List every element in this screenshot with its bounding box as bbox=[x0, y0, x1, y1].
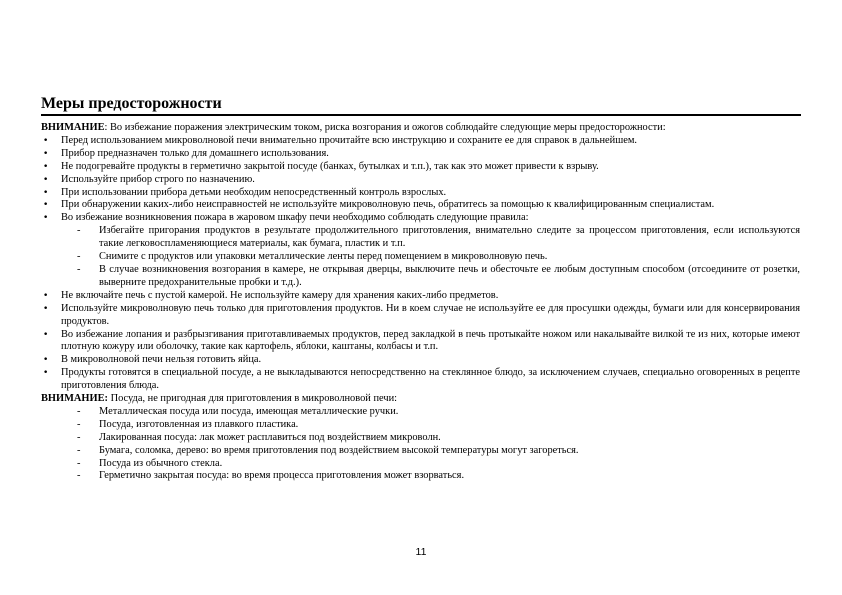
warning-text: : Во избежание поражения электрическим током, риска возгорания и ожогов соблюдайте следующие меры предосторожности: bbox=[104, 122, 666, 133]
sub-list-item: - Металлическая посуда или посуда, имеющая металлические ручки. bbox=[41, 406, 800, 419]
fire-rules-intro: Во избежание возникновения пожара в жаровом шкафу печи необходимо соблюдать следующие правила: bbox=[61, 212, 529, 224]
sub-list-item: - Снимите с продуктов или упаковки металлические ленты перед помещением в микроволновую печь. bbox=[41, 251, 800, 264]
sub-list-item: - Избегайте пригорания продуктов в результате продолжительного приготовления, внимательно следите за процессом приготовления, если используются такие легковоспламеняющиеся материалы, как бумага, пластик и т.п. bbox=[41, 225, 800, 251]
list-item: • Прибор предназначен только для домашнего использования. bbox=[41, 148, 800, 161]
list-item: • Перед использованием микроволновой печи внимательно прочитайте всю инструкцию и сохраните ее для справок в дальнейшем. bbox=[41, 135, 800, 148]
list-item: • В микроволновой печи нельзя готовить яйца. bbox=[41, 354, 800, 367]
fire-rules-list bbox=[41, 225, 800, 290]
list-item: • Не включайте печь с пустой камерой. Не используйте камеру для хранения каких-либо предметов. bbox=[41, 290, 800, 303]
list-item: • При использовании прибора детьми необходим непосредственный контроль взрослых. bbox=[41, 187, 800, 200]
warning-text-2: Посуда, не пригодная для приготовления в микроволновой печи: bbox=[107, 393, 398, 405]
page-title: Меры предосторожности bbox=[41, 94, 801, 116]
sub-list-item: - Бумага, соломка, дерево: во время приготовления под воздействием высокой температуры могут загореться. bbox=[41, 445, 800, 458]
list-item: • Используйте прибор строго по назначению. bbox=[41, 174, 800, 187]
sub-list-item: - Посуда из обычного стекла. bbox=[41, 458, 800, 471]
sub-list-item: - Посуда, изготовленная из плавкого пластика. bbox=[41, 419, 800, 432]
list-item-fire bbox=[41, 212, 800, 289]
warning-label-2: ВНИМАНИЕ: bbox=[41, 393, 108, 405]
precautions-list bbox=[41, 135, 800, 393]
list-item: • Не подогревайте продукты в герметично закрытой посуде (банках, бутылках и т.п.), так как это может привести к взрыву. bbox=[41, 161, 800, 174]
list-item: • Во избежание лопания и разбрызгивания приготавливаемых продуктов, перед закладкой в печь протыкайте ножом или накалывайте вилкой те из них, которые имеют плотную кожуру или оболочку, такие как картофель, яблоки, каштаны, колбасы и т.п. bbox=[41, 329, 800, 355]
sub-list-item: - В случае возникновения возгорания в камере, не открывая дверцы, выключите печь и обесточьте ее любым доступным способом (отсоедините от розетки, выверните предохранительные пробки и т.д.). bbox=[41, 264, 800, 290]
unsuitable-cookware-list bbox=[41, 406, 800, 483]
page-number: 11 bbox=[415, 546, 427, 558]
warning-paragraph-2 bbox=[41, 393, 800, 406]
warning-label: ВНИМАНИЕ bbox=[41, 122, 105, 133]
warning-paragraph bbox=[41, 122, 800, 135]
sub-list-item: - Лакированная посуда: лак может расплавиться под воздействием микроволн. bbox=[41, 432, 800, 445]
list-item: • При обнаружении каких-либо неисправностей не используйте микроволновую печь, обратитесь за помощью к квалифицированным специалистам. bbox=[41, 199, 800, 212]
list-item: • Используйте микроволновую печь только для приготовления продуктов. Ни в коем случае не используйте ее для просушки одежды, бумаги или для консервирования продуктов. bbox=[41, 303, 800, 329]
list-item: • Продукты готовятся в специальной посуде, а не выкладываются непосредственно на стеклянное блюдо, за исключением случаев, специально оговоренных в рецепте приготовления блюда. bbox=[41, 367, 800, 393]
precautions-content bbox=[41, 122, 800, 483]
sub-list-item: - Герметично закрытая посуда: во время процесса приготовления может взорваться. bbox=[41, 470, 800, 483]
